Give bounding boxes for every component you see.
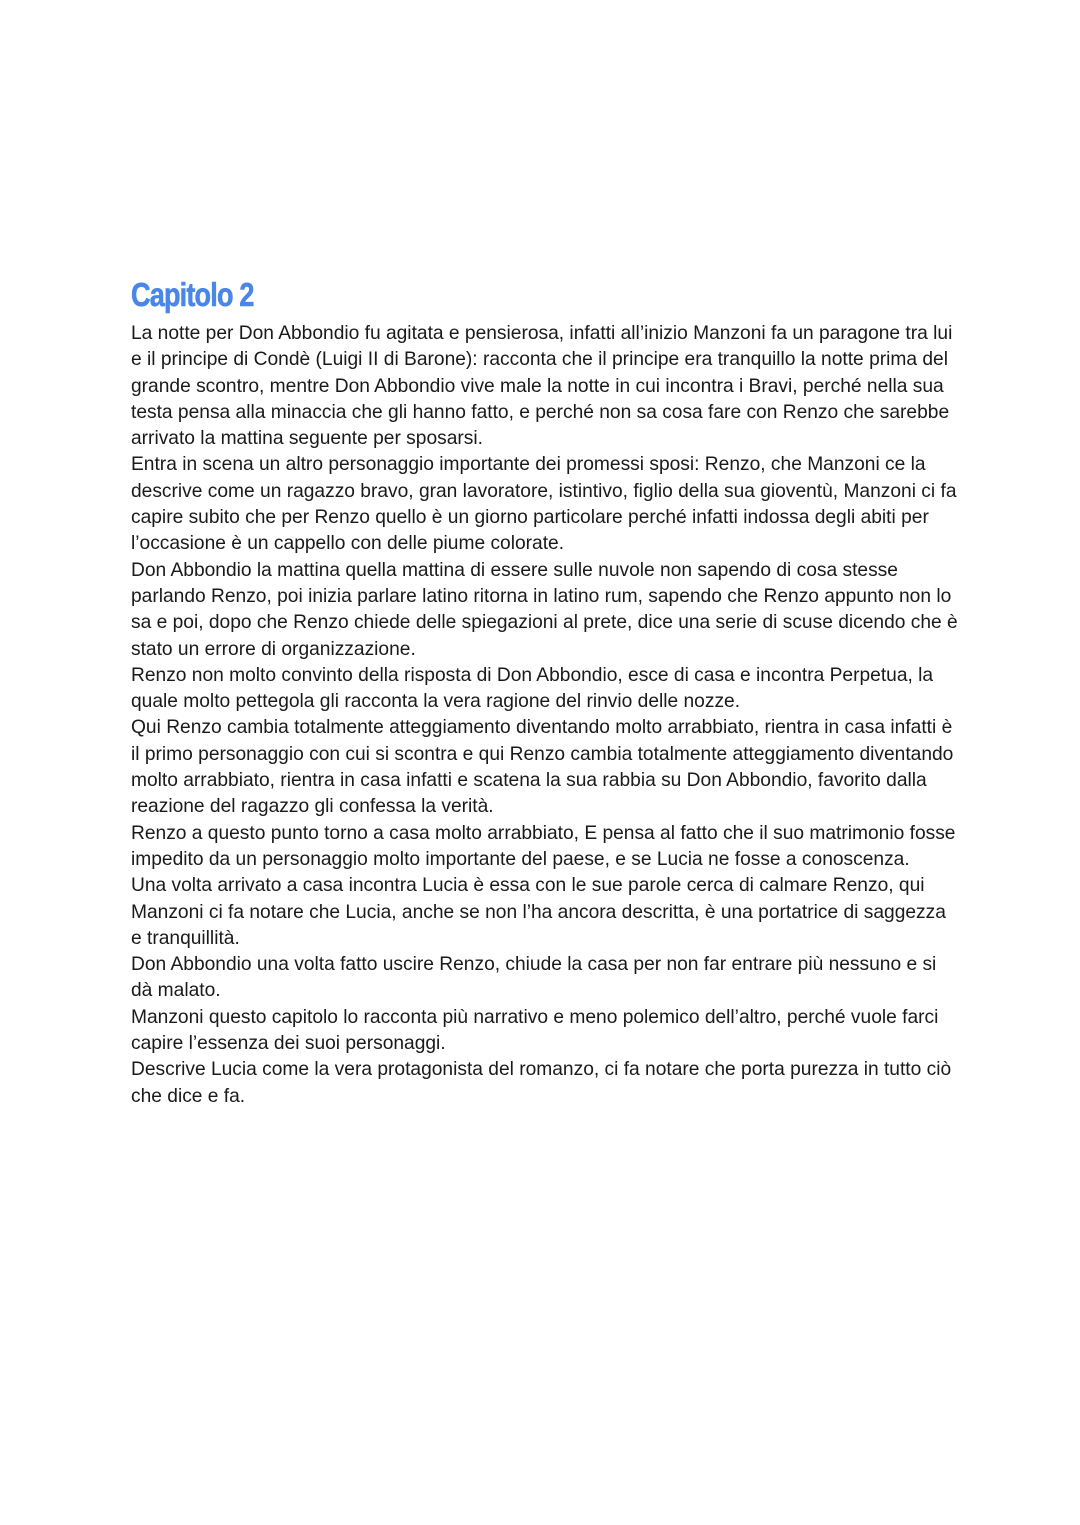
paragraph: Manzoni questo capitolo lo racconta più narrativo e meno polemico dell’altro, perché vuole farci capire l’essenza dei suoi personaggi. <box>131 1006 939 1055</box>
paragraph: Don Abbondio una volta fatto uscire Renzo, chiude la casa per non far entrare più nessuno e si dà malato. <box>131 954 937 1002</box>
paragraph: Renzo a questo punto torno a casa molto arrabbiato, E pensa al fatto che il suo matrimonio fosse impedito da un personaggio molto importante del paese, e se Lucia ne fosse a conoscenza. <box>131 822 956 870</box>
chapter-title: Capitolo 2 <box>131 276 254 313</box>
paragraph: Renzo non molto convinto della risposta di Don Abbondio, esce di casa e incontra Perpetua, la quale molto pettegola gli racconta la vera ragione del rinvio delle nozze. <box>131 664 934 713</box>
paragraph: Qui Renzo cambia totalmente atteggiamento diventando molto arrabbiato, rientra in casa infatti è il primo personaggio con cui si scontra e qui Renzo cambia totalmente atteggiamento diventando molto arrabbiato, rientra in casa infatti e scatena la sua rabbia su Don Abbondio, favorito dalla reazione del ragazzo gli confessa la verità. <box>131 717 954 818</box>
paragraph: La notte per Don Abbondio fu agitata e pensierosa, infatti all’inizio Manzoni fa un paragone tra lui e il principe di Condè (Luigi II di Barone): racconta che il principe era tranquillo la notte prima del grande scontro, mentre Don Abbondio vive male la notte in cui incontra i Bravi, perché nella sua testa pensa alla minaccia che gli hanno fatto, e perché non sa cosa fare con Renzo che sarebbe arrivato la mattina seguente per sposarsi. <box>131 323 953 450</box>
paragraph: Don Abbondio la mattina quella mattina di essere sulle nuvole non sapendo di cosa stesse parlando Renzo, poi inizia parlare latino ritorna in latino rum, sapendo che Renzo appunto non lo sa e poi, dopo che Renzo chiede delle spiegazioni al prete, dice una serie di scuse dicendo che è stato un errore di organizzazione. <box>131 559 958 660</box>
paragraph: Una volta arrivato a casa incontra Lucia è essa con le sue parole cerca di calmare Renzo, qui Manzoni ci fa notare che Lucia, anche se non l’ha ancora descritta, è una portatrice di saggezza e tranquillità. <box>131 875 946 949</box>
paragraph: Descrive Lucia come la vera protagonista del romanzo, ci fa notare che porta purezza in tutto ciò che dice e fa. <box>131 1059 952 1107</box>
paragraph: Entra in scena un altro personaggio importante dei promessi sposi: Renzo, che Manzoni ce la descrive come un ragazzo bravo, gran lavoratore, istintivo, figlio della sua gioventù, Manzoni ci fa capire subito che per Renzo quello è un giorno particolare perché infatti indossa degli abiti per l’occasione è un cappello con delle piume colorate. <box>131 454 957 555</box>
document-body <box>131 275 961 1110</box>
